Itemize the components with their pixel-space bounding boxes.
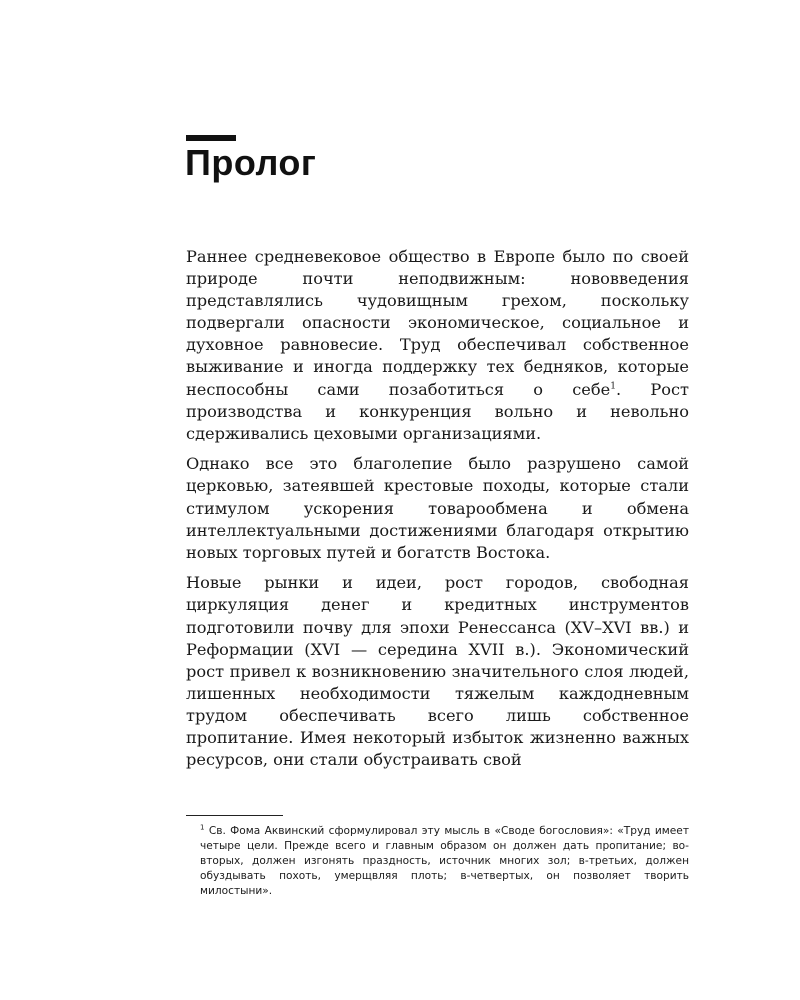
chapter-title: Пролог [185,142,317,183]
paragraph-1-text-continued: . Рост производства и конкуренция вольно и невольно сдерживались цеховыми организациями. [186,379,689,443]
body-text [186,246,689,780]
paragraph-3: Новые рынки и идеи, рост городов, свободная циркуляция денег и кредитных инструментов подготовили почву для эпохи Ренессанса (XV–XVI вв.) и Реформации (XVI — середина XVII в.). Экономический рост привел к возникновению значительного слоя людей, лишенных необходимости тяжелым каждодневным трудом обеспечивать всего лишь собственное пропитание. Имея некоторый избыток жизненно важных ресурсов, они стали обустраивать свой [186,573,689,770]
paragraph-1 [186,246,689,445]
footnote-reference: 1 [610,381,616,392]
footnote-text: Св. Фома Аквинский сформулировал эту мысль в «Своде богословия»: «Труд имеет четыре цели. Прежде всего и главным образом он должен дать пропитание; во-вторых, должен изгонять праздность, источник многих зол; в-третьих, должен обуздывать похоть, умерщвляя плоть; в-четвертых, он позволяет творить милостыни». [200,825,689,897]
footnote [200,824,689,899]
footnote-separator [186,815,283,816]
paragraph-1-text: Раннее средневековое общество в Европе было по своей природе почти неподвижным: нововведения представлялись чудовищным грехом, поскольку подвергали опасности экономическое, социальное и духовное равновесие. Труд обеспечивал собственное выживание и иногда поддержку тех бедняков, которые неспособны сами позаботиться о себе [186,247,689,399]
footnote-marker: 1 [200,823,205,832]
paragraph-2: Однако все это благолепие было разрушено самой церковью, затеявшей крестовые походы, которые стали стимулом ускорения товарообмена и обмена интеллектуальными достижениями благодаря открытию новых торговых путей и богатств Востока. [186,454,689,562]
